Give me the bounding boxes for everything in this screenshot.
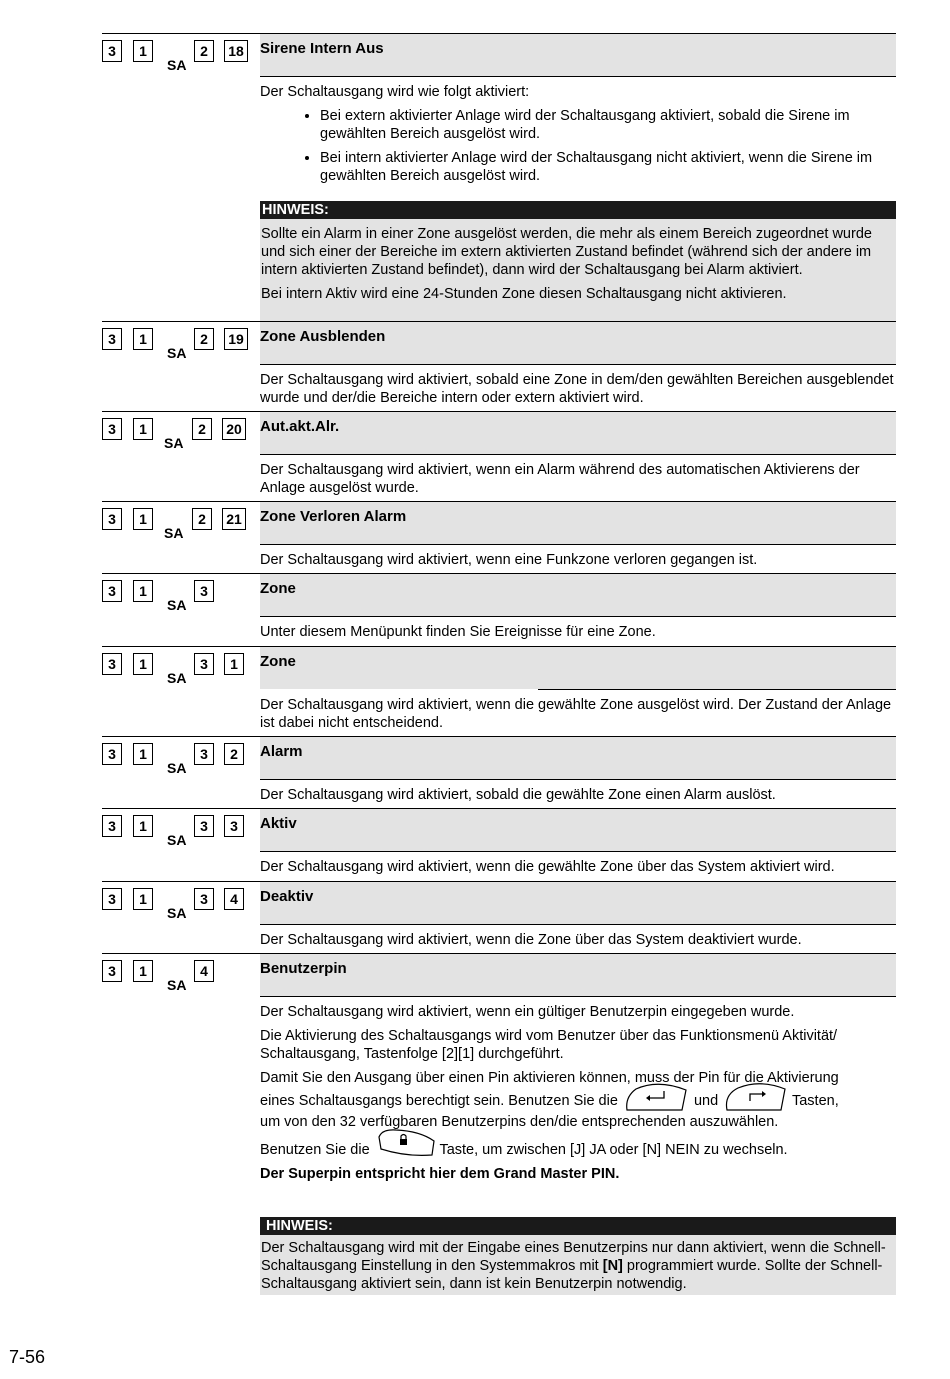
section-title: Zone <box>260 580 296 597</box>
note-label: HINWEIS: <box>260 201 896 219</box>
section-body <box>260 461 894 503</box>
section-title-band <box>260 574 896 617</box>
sa-label: SA <box>167 760 187 776</box>
note-box <box>260 201 896 322</box>
key-box: 2 <box>192 508 212 530</box>
key-sequence <box>102 888 262 928</box>
sa-label: SA <box>164 435 184 451</box>
section-title: Aktiv <box>260 815 297 832</box>
key-sequence <box>102 960 262 1000</box>
section-title: Aut.akt.Alr. <box>260 418 340 435</box>
section-text: Der Schaltausgang wird aktiviert, wenn ein Alarm während des automatischen Aktivierens der Anlage ausgelöst wurde. <box>260 462 860 496</box>
key-box: 3 <box>102 815 122 837</box>
sa-label: SA <box>167 977 187 993</box>
note-paragraph: Bei intern Aktiv wird eine 24-Stunden Zone diesen Schaltausgang nicht aktivieren. <box>261 286 787 302</box>
key-box: 21 <box>222 508 246 530</box>
section-text: Der Schaltausgang wird aktiviert, wenn die Zone über das System deaktiviert wurde. <box>260 932 802 948</box>
key-box: 4 <box>194 960 214 982</box>
paragraph: um von den 32 verfügbaren Benutzerpins den/die entsprechenden auszuwählen. <box>260 1114 779 1130</box>
section-body <box>260 786 894 810</box>
key-sequence <box>102 40 262 80</box>
section-text: Der Schaltausgang wird aktiviert, sobald eine Zone in dem/den gewählten Bereichen ausgeblendet wurde und der/die Bereiche intern oder extern aktiviert wird. <box>260 372 894 406</box>
bullet-item: • Bei intern aktivierter Anlage wird der Schaltausgang nicht aktiviert, wenn die Sirene im gewählten Bereich ausgelöst wird. <box>320 149 894 185</box>
key-box: 20 <box>222 418 246 440</box>
key-sequence <box>102 328 262 368</box>
key-box: 19 <box>224 328 248 350</box>
key-box: 3 <box>102 960 122 982</box>
section-body <box>260 371 894 413</box>
section-body <box>260 696 894 738</box>
paragraph: Der Schaltausgang wird aktiviert, wenn ein gültiger Benutzerpin eingegeben wurde. <box>260 1004 795 1020</box>
section-text: Der Schaltausgang wird aktiviert, wenn eine Funkzone verloren gegangen ist. <box>260 552 758 568</box>
key-box: 3 <box>102 328 122 350</box>
key-box: 3 <box>102 743 122 765</box>
lock-key-icon <box>376 1127 438 1159</box>
key-box: 1 <box>133 653 153 675</box>
section-body <box>260 1003 894 1189</box>
sa-label: SA <box>167 597 187 613</box>
sa-label: SA <box>167 670 187 686</box>
section-alarm <box>102 736 896 809</box>
key-box: 1 <box>133 40 153 62</box>
page-number: 7-56 <box>9 1347 46 1367</box>
section-body <box>260 623 894 647</box>
paragraph: eines Schaltausgangs berechtigt sein. Benutzen Sie die <box>260 1092 618 1109</box>
section-title-band <box>260 647 538 689</box>
key-box: 3 <box>194 580 214 602</box>
paragraph: Damit Sie den Ausgang über einen Pin aktivieren können, muss der Pin für die Aktivierung <box>260 1070 839 1086</box>
key-box: 3 <box>102 653 122 675</box>
section-text: Der Schaltausgang wird aktiviert, wenn die gewählte Zone über das System aktiviert wird. <box>260 859 835 875</box>
paragraph: und <box>693 1092 719 1109</box>
key-sequence <box>102 815 262 855</box>
section-title-band <box>260 882 896 925</box>
section-title: Zone Verloren Alarm <box>260 508 407 525</box>
section-title-band <box>260 412 896 455</box>
section-text: Der Schaltausgang wird aktiviert, wenn die gewählte Zone ausgelöst wird. Der Zustand der Anlage ist dabei nicht entscheidend. <box>260 697 892 731</box>
section-title: Alarm <box>260 743 303 760</box>
note-text-part: programmiert wurde. Sollte der Schnell-Schaltausgang aktiviert sein, dann ist kein Benutzerpin notwendig. <box>261 1258 883 1292</box>
section-title-band-extension <box>538 647 896 689</box>
key-box: 2 <box>224 743 244 765</box>
key-box: 3 <box>102 580 122 602</box>
key-sequence <box>102 418 262 458</box>
key-box: 3 <box>194 815 214 837</box>
key-box: 1 <box>133 888 153 910</box>
note-paragraph: Sollte ein Alarm in einer Zone ausgelöst werden, die mehr als einem Bereich zugeordnet wurde und sich einer der Bereiche im extern aktivierten Zustand befindet (während sich der andere im intern aktivierten Zustand befindet), dann wird der Schaltausgang bei Alarm aktiviert. <box>261 226 872 278</box>
section-benutzerpin <box>102 953 896 1296</box>
note-box <box>260 1217 896 1295</box>
section-zone-verloren-alarm <box>102 501 896 574</box>
key-box: 1 <box>224 653 244 675</box>
section-body <box>260 83 894 191</box>
paragraph: Taste, um zwischen [J] JA oder [N] NEIN zu wechseln. <box>439 1142 788 1158</box>
key-box: 3 <box>194 653 214 675</box>
paragraph: Die Aktivierung des Schaltausgangs wird vom Benutzer über das Funktionsmenü Aktivität/ Schaltausgang, Tastenfolge [2][1] durchgeführt. <box>260 1028 838 1062</box>
section-text: Der Schaltausgang wird aktiviert, sobald die gewählte Zone einen Alarm auslöst. <box>260 787 776 803</box>
key-box: 3 <box>102 40 122 62</box>
section-zone <box>102 646 896 737</box>
key-sequence <box>102 743 262 783</box>
key-sequence <box>102 580 262 620</box>
sa-label: SA <box>167 832 187 848</box>
key-box: 1 <box>133 508 153 530</box>
return-key-icon <box>724 1081 788 1113</box>
section-title: Sirene Intern Aus <box>260 40 384 57</box>
section-title: Benutzerpin <box>260 960 347 977</box>
section-text: Unter diesem Menüpunkt finden Sie Ereignisse für eine Zone. <box>260 624 656 640</box>
section-aktiv <box>102 808 896 882</box>
key-box: 1 <box>133 960 153 982</box>
paragraph: Benutzen Sie die <box>260 1142 370 1158</box>
section-title-rule <box>538 689 896 690</box>
section-sirene-intern-aus <box>102 33 896 322</box>
key-box: 18 <box>224 40 248 62</box>
key-box: 2 <box>194 40 214 62</box>
section-body <box>260 551 894 575</box>
key-box: 4 <box>224 888 244 910</box>
note-text-part: Der Schaltausgang wird mit der Eingabe eines Benutzerpins nur dann aktiviert, wenn die Schnell-Schaltausgang Einstellung in den Systemmakros mit <box>261 1240 886 1274</box>
note-text-bold: [N] <box>602 1258 623 1274</box>
section-title: Zone Ausblenden <box>260 328 386 345</box>
intro-text: Der Schaltausgang wird wie folgt aktiviert: <box>260 84 530 100</box>
bullet-list <box>260 107 894 185</box>
bullet-item: • Bei extern aktivierter Anlage wird der Schaltausgang aktiviert, sobald die Sirene im gewählten Bereich ausgelöst wird. <box>320 107 894 143</box>
section-deaktiv <box>102 881 896 954</box>
sa-label: SA <box>167 345 187 361</box>
paragraph: Tasten, <box>791 1092 839 1109</box>
key-box: 3 <box>102 888 122 910</box>
sa-label: SA <box>167 905 187 921</box>
emphasis-paragraph: Der Superpin entspricht hier dem Grand Master PIN. <box>260 1166 620 1183</box>
key-box: 3 <box>194 888 214 910</box>
section-title-band <box>260 809 896 852</box>
key-box: 1 <box>133 418 153 440</box>
key-sequence <box>102 653 262 693</box>
key-box: 1 <box>133 815 153 837</box>
section-title: Zone <box>260 653 296 670</box>
section-zone-ausblenden <box>102 321 896 412</box>
section-title-band <box>260 954 896 997</box>
section-body <box>260 858 894 882</box>
key-box: 2 <box>194 328 214 350</box>
key-box: 3 <box>194 743 214 765</box>
sa-label: SA <box>167 57 187 73</box>
key-box: 1 <box>133 328 153 350</box>
key-box: 1 <box>133 580 153 602</box>
sa-label: SA <box>164 525 184 541</box>
note-text <box>260 1235 896 1295</box>
note-label: HINWEIS: <box>260 1217 896 1235</box>
key-box: 3 <box>102 418 122 440</box>
section-title: Deaktiv <box>260 888 314 905</box>
key-box: 2 <box>192 418 212 440</box>
key-box: 3 <box>102 508 122 530</box>
section-title-band <box>260 737 896 780</box>
enter-key-icon <box>624 1081 690 1113</box>
section-aut-akt-alr <box>102 411 896 502</box>
section-zone-menu <box>102 573 896 647</box>
key-sequence <box>102 508 262 548</box>
key-box: 1 <box>133 743 153 765</box>
section-body <box>260 931 894 955</box>
key-box: 3 <box>224 815 244 837</box>
